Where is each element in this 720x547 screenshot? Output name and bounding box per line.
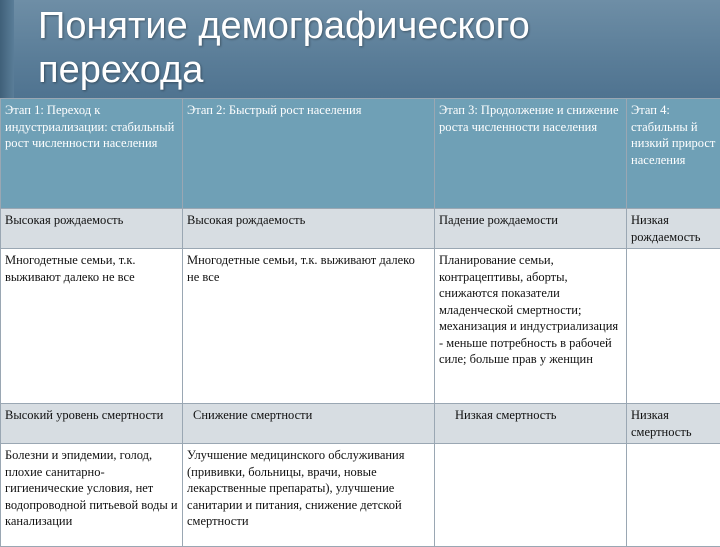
header-stage-3: Этап 3: Продолжение и снижение роста численности населения — [435, 99, 627, 209]
header-stage-1: Этап 1: Переход к индустриализации: стабильный рост численности населения — [1, 99, 183, 209]
table-cell — [627, 249, 720, 404]
table-cell: Болезни и эпидемии, голод, плохие санитарно-гигиенические условия, нет водопроводной питьевой воды и канализации — [1, 444, 183, 547]
table-cell — [627, 444, 720, 547]
demographic-transition-table — [0, 98, 720, 547]
table-cell: Высокая рождаемость — [183, 209, 435, 249]
title-accent-bar — [0, 0, 14, 98]
table-cell — [435, 444, 627, 547]
table-cell: Многодетные семьи, т.к. выживают далеко не все — [183, 249, 435, 404]
table-cell: Низкая смертность — [435, 404, 627, 444]
header-stage-2: Этап 2: Быстрый рост населения — [183, 99, 435, 209]
table-cell: Улучшение медицинского обслуживания (прививки, больницы, врачи, новые лекарственные препараты), улучшение санитарии и питания, снижение детской смертности — [183, 444, 435, 547]
table-cell: Низкая смертность — [627, 404, 720, 444]
table-header-row — [1, 99, 720, 209]
table-cell: Высокая рождаемость — [1, 209, 183, 249]
page-title: Понятие демографического перехода — [38, 4, 678, 92]
table-cell: Многодетные семьи, т.к. выживают далеко не все — [1, 249, 183, 404]
table-cell: Снижение смертности — [183, 404, 435, 444]
table-cell: Падение рождаемости — [435, 209, 627, 249]
table-row-birth-factors — [1, 249, 720, 404]
table-cell: Высокий уровень смертности — [1, 404, 183, 444]
header-stage-4: Этап 4: стабильны й низкий прирост населения — [627, 99, 720, 209]
table-row-death-rate — [1, 404, 720, 444]
table-cell: Планирование семьи, контрацептивы, аборты, снижаются показатели младенческой смертности; механизация и индустриализация - меньше потребность в рабочей силе; больше прав у женщин — [435, 249, 627, 404]
table-row-birth-rate — [1, 209, 720, 249]
table-row-death-factors — [1, 444, 720, 547]
table-cell: Низкая рождаемость — [627, 209, 720, 249]
